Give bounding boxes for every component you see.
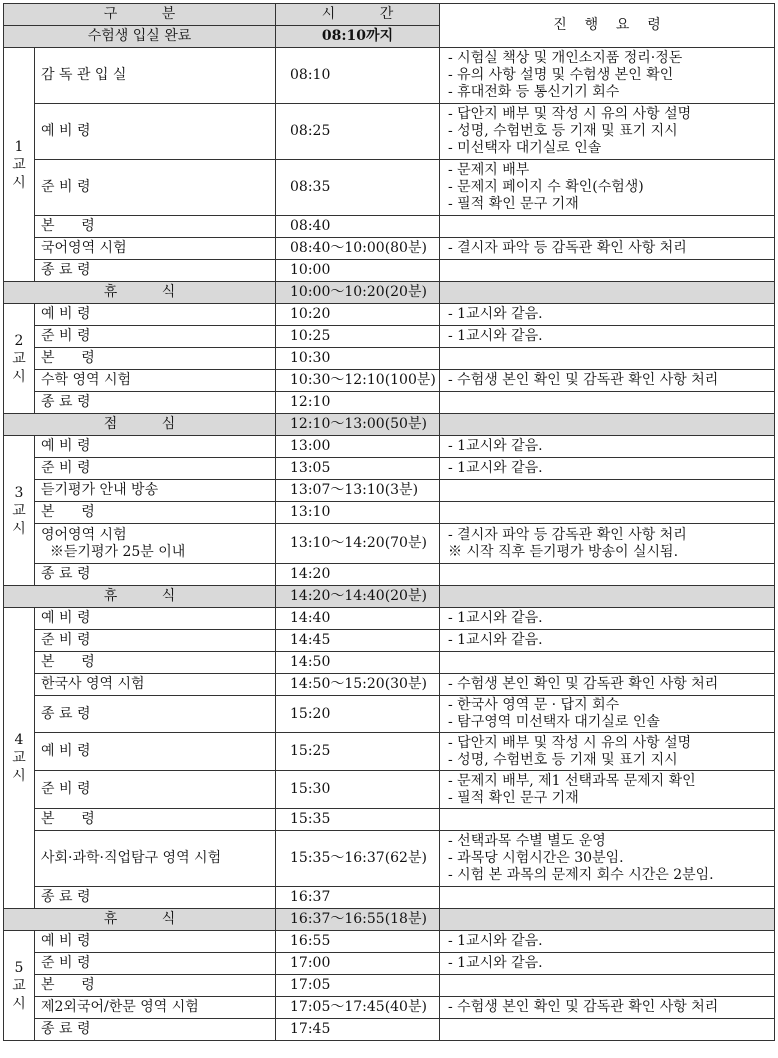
schedule-row [4,887,775,909]
step-name [35,771,276,809]
note-line: - 시험 본 과목의 문제지 회수 시간은 2분임. [448,867,714,883]
step-name [35,608,276,630]
step-time: 15:35～16:37(62분) [276,831,440,887]
step-time: 10:20 [276,304,440,326]
period-label [4,436,35,586]
step-name [35,997,276,1019]
period-label-char: 5 [14,959,24,976]
step-notes [440,304,775,326]
step-name-line: 준 비 령 [41,781,91,797]
note-line: - 한국사 영역 문 · 답지 회수 [448,697,620,713]
step-notes [440,674,775,696]
break-time: 10:00～10:20(20분) [276,282,440,304]
step-name-line: 예 비 령 [41,123,91,139]
step-notes [440,809,775,831]
step-time: 17:00 [276,953,440,975]
step-notes [440,953,775,975]
note-line: - 1교시와 같음. [448,460,543,476]
step-name-line: 본 령 [41,350,95,366]
period-label-char: 교 [12,350,26,367]
step-time: 13:05 [276,458,440,480]
step-name [35,348,276,370]
header-category: 구 분 [4,4,276,26]
note-line: - 답안지 배부 및 작성 시 유의 사항 설명 [448,106,692,122]
note-line: - 시험실 책상 및 개인소지품 정리·정돈 [448,50,683,66]
note-line: - 문제지 배부, 제1 선택과목 문제지 확인 [448,772,696,789]
step-time: 10:25 [276,326,440,348]
step-time: 15:25 [276,733,440,771]
step-time: 08:35 [276,160,440,216]
break-notes [440,282,775,304]
step-notes [440,502,775,524]
schedule-row [4,733,775,771]
period-label-char: 시 [12,995,26,1012]
schedule-row [4,564,775,586]
note-line: - 휴대전화 등 통신기기 회수 [448,84,620,100]
schedule-row [4,652,775,674]
schedule-row [4,348,775,370]
step-time: 15:35 [276,809,440,831]
step-name [35,104,276,160]
step-name-line: 본 령 [41,504,95,520]
schedule-row [4,953,775,975]
step-name [35,931,276,953]
step-notes [440,104,775,160]
schedule-row [4,696,775,733]
step-time: 16:37 [276,887,440,909]
step-time: 13:10～14:20(70분) [276,524,440,564]
step-name-line: 본 령 [41,654,95,670]
note-line: - 유의 사항 설명 및 수험생 본인 확인 [448,67,674,83]
step-name [35,238,276,260]
step-name-line: 준 비 령 [41,328,91,344]
schedule-row [4,674,775,696]
step-name [35,630,276,652]
step-time: 08:10 [276,48,440,104]
step-name-line: 예 비 령 [41,306,91,322]
step-name-line: 예 비 령 [41,743,91,759]
note-line: - 수험생 본인 확인 및 감독관 확인 사항 처리 [448,676,719,692]
step-name-line: 본 령 [41,811,95,827]
schedule-row [4,104,775,160]
step-time: 13:10 [276,502,440,524]
step-notes [440,524,775,564]
step-time: 14:50～15:20(30분) [276,674,440,696]
step-time: 08:40～10:00(80분) [276,238,440,260]
period-label [4,48,35,282]
note-line: - 성명, 수험번호 등 기재 및 표기 지시 [448,751,678,768]
step-time: 15:20 [276,696,440,733]
note-line: - 1교시와 같음. [448,328,543,344]
step-name [35,260,276,282]
step-notes [440,238,775,260]
step-notes [440,348,775,370]
step-name [35,524,276,564]
period-label-char: 교 [12,750,26,766]
note-line: - 필적 확인 문구 기재 [448,196,579,212]
step-notes [440,997,775,1019]
break-time: 12:10～13:00(50분) [276,414,440,436]
step-time: 16:55 [276,931,440,953]
note-line: - 수험생 본인 확인 및 감독관 확인 사항 처리 [448,372,719,388]
step-name [35,831,276,887]
period-label [4,608,35,909]
break-time: 14:20～14:40(20분) [276,586,440,608]
break-label: 점 심 [4,414,276,436]
schedule-row [4,326,775,348]
step-name-line: 듣기평가 안내 방송 [41,482,159,498]
step-notes [440,975,775,997]
step-name [35,326,276,348]
break-notes [440,414,775,436]
step-name-line: 준 비 령 [41,179,91,195]
schedule-row [4,809,775,831]
schedule-row [4,1019,775,1041]
step-name [35,564,276,586]
note-line: - 답안지 배부 및 작성 시 유의 사항 설명 [448,734,692,751]
step-notes [440,48,775,104]
step-time: 13:07～13:10(3분) [276,480,440,502]
exam-schedule-body [4,4,775,1041]
note-line: - 탐구영역 미선택자 대기실로 인솔 [448,714,660,730]
schedule-row [4,480,775,502]
step-notes [440,392,775,414]
schedule-row [4,304,775,326]
period-label-char: 3 [14,484,24,501]
step-name-line: 준 비 령 [41,955,91,971]
break-row [4,909,775,931]
note-line: - 결시자 파악 등 감독관 확인 사항 처리 [448,240,687,256]
note-line: - 필적 확인 문구 기재 [448,789,579,806]
period-label-char: 시 [12,174,26,191]
step-name [35,502,276,524]
step-time: 14:20 [276,564,440,586]
exam-schedule-table [3,3,775,1041]
step-notes [440,436,775,458]
step-name [35,370,276,392]
step-name [35,975,276,997]
step-time: 10:30 [276,348,440,370]
period-label-char: 교 [12,977,26,994]
step-notes [440,326,775,348]
period-label-char: 1 [14,138,24,155]
period-label-char: 시 [12,520,26,537]
break-label: 휴 식 [4,586,276,608]
step-name [35,696,276,733]
note-line: - 문제지 배부 [448,162,530,178]
schedule-row [4,160,775,216]
note-line: - 1교시와 같음. [448,933,543,949]
break-row [4,586,775,608]
header-time: 시 간 [276,4,440,26]
note-line: - 1교시와 같음. [448,610,543,626]
step-name [35,809,276,831]
note-line: - 1교시와 같음. [448,955,543,971]
step-notes [440,831,775,887]
note-line: - 1교시와 같음. [448,438,543,454]
note-line: - 과목당 시험시간은 30분임. [448,850,624,866]
step-name [35,458,276,480]
step-name [35,480,276,502]
period-label-char: 4 [14,732,24,748]
step-notes [440,564,775,586]
step-time: 08:25 [276,104,440,160]
schedule-row [4,238,775,260]
step-time: 17:05～17:45(40분) [276,997,440,1019]
step-notes [440,458,775,480]
schedule-row [4,370,775,392]
schedule-row [4,502,775,524]
step-name-line: 종 료 령 [41,262,91,278]
period-label [4,304,35,414]
schedule-row [4,997,775,1019]
arrival-label: 수험생 입실 완료 [4,26,276,48]
step-notes [440,216,775,238]
schedule-row [4,931,775,953]
step-notes [440,696,775,733]
step-name-line: 영어영역 시험 [41,526,127,543]
break-label: 휴 식 [4,282,276,304]
step-name-line: ※듣기평가 25분 이내 [41,543,186,560]
step-notes [440,887,775,909]
header-row [4,4,775,26]
schedule-row [4,436,775,458]
break-time: 16:37～16:55(18분) [276,909,440,931]
step-name-line: 제2외국어/한문 영역 시험 [41,999,199,1015]
step-time: 17:05 [276,975,440,997]
step-notes [440,630,775,652]
step-name [35,674,276,696]
step-name [35,652,276,674]
step-time: 14:40 [276,608,440,630]
step-notes [440,733,775,771]
step-name [35,953,276,975]
schedule-row [4,608,775,630]
step-name-line: 종 료 령 [41,1021,91,1037]
step-name [35,304,276,326]
step-name-line: 본 령 [41,977,95,993]
note-line: - 1교시와 같음. [448,632,543,648]
step-name [35,48,276,104]
note-line: ※ 시작 직후 듣기평가 방송이 실시됨. [448,543,679,560]
schedule-row [4,771,775,809]
schedule-row [4,260,775,282]
step-name-line: 종 료 령 [41,889,91,905]
note-line: - 문제지 페이지 수 확인(수험생) [448,179,644,195]
step-name-line: 한국사 영역 시험 [41,676,145,692]
step-time: 10:30～12:10(100분) [276,370,440,392]
note-line: - 수험생 본인 확인 및 감독관 확인 사항 처리 [448,999,719,1015]
note-line: - 1교시와 같음. [448,306,543,322]
schedule-row [4,392,775,414]
step-name [35,436,276,458]
step-name-line: 수학 영역 시험 [41,372,132,388]
step-name [35,392,276,414]
step-name [35,160,276,216]
note-line: - 성명, 수험번호 등 기재 및 표기 지시 [448,123,678,139]
step-notes [440,260,775,282]
arrival-time: 08:10까지 [276,26,440,48]
break-notes [440,586,775,608]
period-label-char: 시 [12,368,26,385]
step-time: 13:00 [276,436,440,458]
break-row [4,414,775,436]
step-notes [440,771,775,809]
step-notes [440,1019,775,1041]
schedule-row [4,48,775,104]
step-time: 14:45 [276,630,440,652]
step-name [35,733,276,771]
note-line: - 결시자 파악 등 감독관 확인 사항 처리 [448,526,687,543]
schedule-row [4,630,775,652]
step-name-line: 사회·과학·직업탐구 영역 시험 [41,850,222,866]
step-notes [440,480,775,502]
schedule-row [4,524,775,564]
step-name-line: 예 비 령 [41,610,91,626]
step-name-line: 본 령 [41,218,95,234]
step-name [35,1019,276,1041]
step-name-line: 종 료 령 [41,705,91,722]
step-time: 10:00 [276,260,440,282]
period-label-char: 교 [12,502,26,519]
step-name [35,887,276,909]
step-name-line: 예 비 령 [41,933,91,949]
step-name-line: 예 비 령 [41,438,91,454]
note-line: - 선택과목 수별 별도 운영 [448,833,606,849]
step-notes [440,370,775,392]
schedule-row [4,831,775,887]
period-label-char: 교 [12,156,26,173]
period-label [4,931,35,1041]
step-time: 14:50 [276,652,440,674]
step-time: 17:45 [276,1019,440,1041]
step-name-line: 감 독 관 입 실 [41,67,127,83]
step-notes [440,608,775,630]
schedule-row [4,458,775,480]
schedule-row [4,216,775,238]
header-procedure: 진 행 요 령 [440,4,775,48]
step-name-line: 준 비 령 [41,632,91,648]
step-notes [440,160,775,216]
break-notes [440,909,775,931]
step-name [35,216,276,238]
step-time: 15:30 [276,771,440,809]
step-notes [440,931,775,953]
step-notes [440,652,775,674]
period-label-char: 2 [14,332,24,349]
break-label: 휴 식 [4,909,276,931]
step-name-line: 종 료 령 [41,394,91,410]
step-name-line: 국어영역 시험 [41,240,127,256]
step-name-line: 준 비 령 [41,460,91,476]
period-label-char: 시 [12,768,26,784]
note-line: - 미선택자 대기실로 인솔 [448,140,602,156]
break-row [4,282,775,304]
step-time: 12:10 [276,392,440,414]
step-name-line: 종 료 령 [41,566,91,582]
schedule-row [4,975,775,997]
step-time: 08:40 [276,216,440,238]
